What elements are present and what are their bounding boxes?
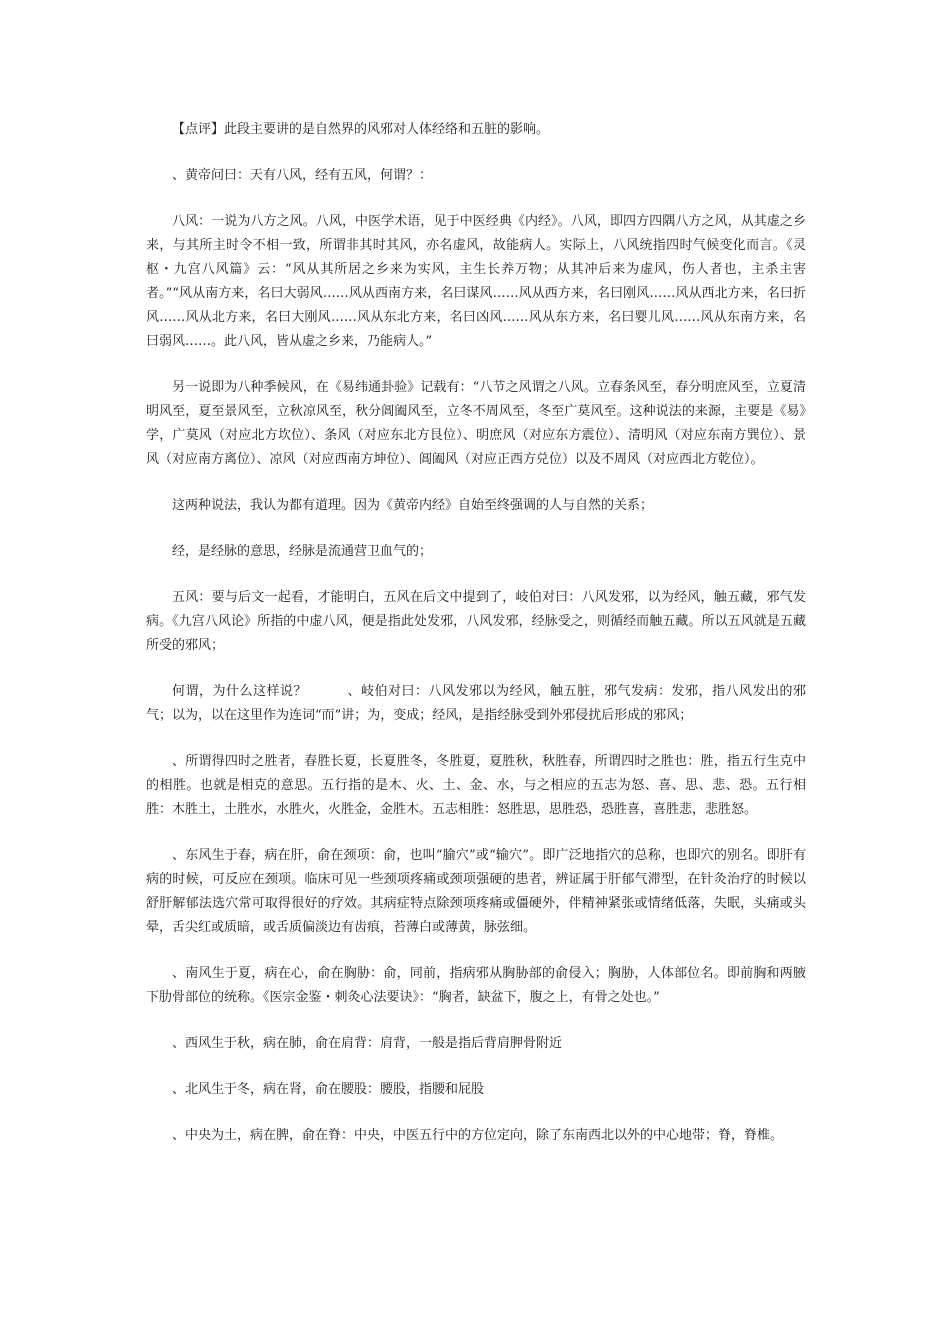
east-wind-paragraph: 、东风生于春，病在肝，俞在颈项：俞，也叫“腧穴”或“输穴”。即广泛地指穴的总称，也即穴的别名。即肝有病的时候，可反应在颈项。临床可见一些颈项疼痛或颈项强硬的患者，辨证属于肝郁气滞型，在针灸治疗的时候以舒肝解郁法选穴常可取得很好的疗效。其病症特点除颈项疼痛或僵硬外，伴精神紧张或情绪低落，失眠，头痛或头晕，舌尖红或质暗，或舌质偏淡边有齿痕，苔薄白或薄黄，脉弦细。 — [146, 848, 806, 935]
center-earth-paragraph: 、中央为土，病在脾，俞在脊：中央，中医五行中的方位定向，除了东南西北以外的中心地带；脊，脊椎。 — [172, 1128, 784, 1143]
west-wind-paragraph: 、西风生于秋，病在肺，俞在肩背：肩背，一般是指后背肩胛骨附近 — [172, 1036, 563, 1051]
five-winds-paragraph: 五风：要与后文一起看，才能明白，五风在后文中提到了，岐伯对曰：八风发邪，以为经风，触五藏，邪气发病。《九宫八风论》所指的中虚八风，便是指此处发邪，八风发邪，经脉受之，则循经而触五藏。所以五风就是五藏所受的邪风； — [146, 590, 806, 653]
qibo-answer-paragraph: 何谓，为什么这样说？ 、岐伯对曰：八风发邪以为经风，触五脏，邪气发病：发邪，指八风发出的邪气；以为，以在这里作为连词“而”讲；为，变成；经风，是指经脉受到外邪侵扰后形成的邪风； — [146, 684, 806, 723]
south-wind-paragraph: 、南风生于夏，病在心，俞在胸胁：俞，同前，指病邪从胸胁部的俞侵入；胸胁，人体部位名。即前胸和两腋下肋骨部位的统称。《医宗金鉴・刺灸心法要诀》：“胸者，缺盆下，腹之上，有骨之处也。” — [146, 966, 806, 1005]
question-paragraph: 、黄帝问曰：天有八风，经有五风，何谓？： — [172, 168, 433, 183]
four-seasons-paragraph: 、所谓得四时之胜者，春胜长夏，长夏胜冬，冬胜夏，夏胜秋，秋胜春，所谓四时之胜也：胜，指五行生克中的相胜。也就是相克的意思。五行指的是木、火、土、金、水，与之相应的五志为怒、喜、思、悲、恐。五行相胜：木胜土，土胜水，水胜火，火胜金，金胜木。五志相胜：怒胜思，思胜恐，恐胜喜，喜胜悲，悲胜怒。 — [146, 754, 806, 817]
commentary-paragraph: 【点评】此段主要讲的是自然界的风邪对人体经络和五脏的影响。 — [172, 122, 550, 137]
seasonal-winds-paragraph: 另一说即为八种季候风，在《易纬通卦验》记载有：“八节之风谓之八风。立春条风至，春分明庶风至，立夏清明风至，夏至景风至，立秋凉风至，秋分阊阖风至，立冬不周风至，冬至广莫风至。这种说法的来源，主要是《易》学，广莫风（对应北方坎位）、条风（对应东北方艮位）、明庶风（对应东方震位）、清明风（对应东南方巽位）、景风（对应南方离位）、凉风（对应西南方坤位）、阊阖风（对应正西方兑位）以及不周风（对应西北方乾位）。 — [146, 380, 806, 467]
north-wind-paragraph: 、北风生于冬，病在肾，俞在腰股：腰股，指腰和屁股 — [172, 1082, 485, 1097]
opinion-paragraph: 这两种说法，我认为都有道理。因为《黄帝内经》自始至终强调的人与自然的关系； — [172, 498, 654, 513]
document-body — [146, 118, 806, 1148]
eight-winds-paragraph: 八风：一说为八方之风。八风，中医学术语，见于中医经典《内经》。八风，即四方四隅八方之风，从其虚之乡来，与其所主时令不相一致，所谓非其时其风，亦名虚风，故能病人。实际上，八风统指四时气候变化而言。《灵枢・九宫八风篇》云：“风从其所居之乡来为实风，主生长养万物；从其冲后来为虚风，伤人者也，主杀主害者。”“风从南方来，名曰大弱风……风从西南方来，名曰谋风……风从西方来，名曰刚风……风从西北方来，名曰折风……风从北方来，名曰大刚风……风从东北方来，名曰凶风……风从东方来，名曰婴儿风……风从东南方来，名曰弱风……。此八风，皆从虚之乡来，乃能病人。” — [146, 214, 806, 349]
meridian-paragraph: 经，是经脉的意思，经脉是流通营卫血气的； — [172, 544, 433, 559]
